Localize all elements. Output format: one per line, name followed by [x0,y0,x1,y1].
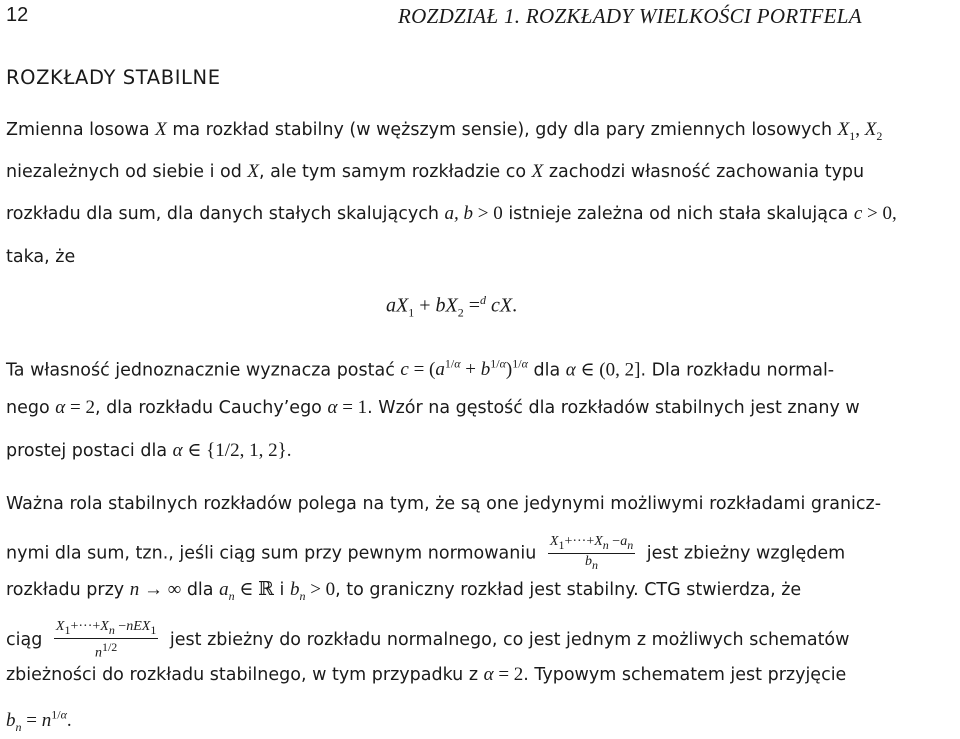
text: prostej postaci dla [6,441,173,461]
text: . Typowym schematem jest przyjęcie [523,665,847,685]
paragraph-line [6,492,881,516]
paragraph-line [6,663,846,687]
paragraph-line [6,439,291,463]
math: X [155,119,167,140]
math: $c = (a^{1/\alpha} + b^{1/\alpha})^{1/\alpha}$ [400,357,528,381]
text: rozkładu przy [6,580,130,600]
section-title: ROZKŁADY STABILNE [6,66,221,89]
text: zachodzi własność zachowania typu [543,162,865,182]
paragraph-line [6,202,897,226]
text: , ale tym samym rozkładzie co [259,162,532,182]
paragraph-line [6,160,864,184]
text: zbieżności do rozkładu stabilnego, w tym przypadku z [6,665,484,685]
paragraph-line [6,352,834,382]
math: X [531,161,544,182]
text: jest zbieżny względem [646,543,846,564]
text: Ważna rola stabilnych rozkładów polega na tym, że są one jedynymi możliwymi rozkładami granicz- [6,494,882,514]
math: c > 0, [853,203,897,224]
math: X [247,161,260,182]
text: dla [181,580,220,600]
text: nymi dla sum, tzn., jeśli ciąg sum przy pewnym normowaniu [6,543,537,564]
text: jest zbieżny do rozkładu normalnego, co jest jednym z możliwych schematów [169,630,850,651]
text: nego [6,398,56,418]
math: $b_n > 0$ [289,579,336,603]
paragraph-line [6,620,849,660]
paragraph-line [6,118,882,148]
paragraph-line [6,535,845,572]
page-number: 12 [6,4,29,26]
text: i [273,580,290,600]
text: , to graniczny rozkład jest stabilny. CTG stwierdza, że [335,580,802,600]
text: niezależnych od siebie i od [6,162,248,182]
running-title: ROZDZIAŁ 1. ROZKŁADY WIELKOŚCI PORTFELA [398,4,862,28]
math: α ∈ {1/2, 1, 2}. [172,440,292,461]
paragraph-line [6,245,75,269]
display-equation: $aX_1 + bX_2 =^d$ cX. [386,293,518,320]
math: $X_1$, $X_2$ [837,119,883,143]
math: $a_n$ ∈ ℝ [219,579,274,603]
text: . Dla rozkładu normal- [640,360,835,381]
math: $b_n = n^{1/\alpha}$. [6,708,72,735]
math: α = 2 [483,664,524,685]
math: α = 1 [327,397,368,418]
math: α ∈ (0, 2] [565,359,641,381]
text: Zmienna losowa [6,120,156,140]
text: . Wzór na gęstość dla rozkładów stabilnych jest znany w [367,398,860,418]
text: taka, że [6,247,76,267]
math: n → ∞ [129,579,182,600]
text: dla [527,360,566,381]
text: istnieje zależna od nich stała skalująca [502,204,854,224]
fraction: $\frac{X_1+\cdot\cdot\cdot+X_n -a_n}{b_n}$ [549,534,634,572]
text: rozkładu dla sum, dla danych stałych skalujących [6,204,445,224]
paragraph-line [6,396,860,420]
text: ma rozkład stabilny (w węższym sensie), gdy dla pary zmiennych losowych [166,120,838,140]
paragraph-line [6,703,72,739]
text: , dla rozkładu Cauchy’ego [94,398,328,418]
text: Ta własność jednoznacznie wyznacza postać [6,360,401,381]
fraction: $\frac{X_1+\cdot\cdot\cdot+X_n -nEX_1}{n^{1/2}}$ [55,619,157,661]
math: α = 2 [55,397,95,418]
text: ciąg [6,630,43,651]
math: a, b > 0 [444,203,503,224]
paragraph-line [6,578,801,608]
